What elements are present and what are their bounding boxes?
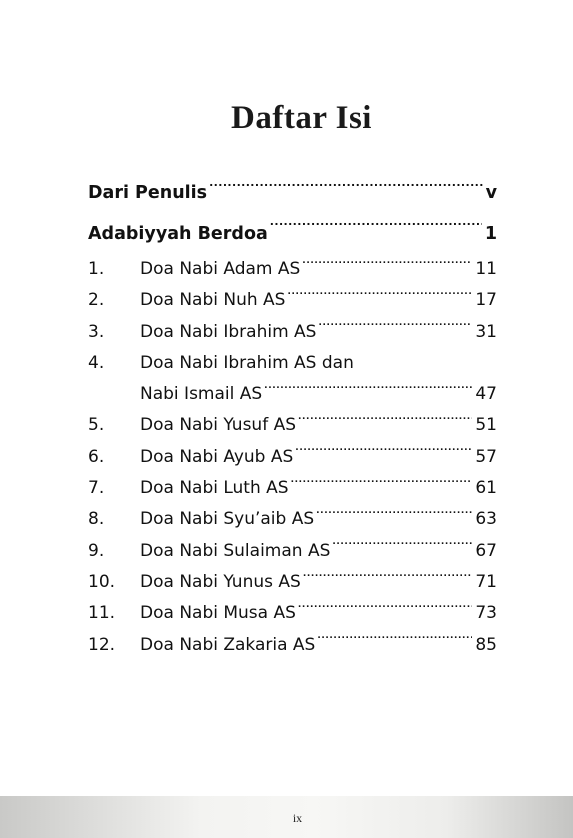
toc-section-label: Dari Penulis — [88, 183, 208, 203]
page-title: Daftar Isi — [231, 100, 372, 136]
dot-leader — [298, 413, 472, 430]
dot-leader — [270, 222, 482, 240]
toc-entry[interactable] — [88, 285, 497, 316]
toc-entry-label: Doa Nabi Sulaiman AS — [140, 540, 331, 561]
toc-entry-number: 4. — [88, 352, 105, 373]
toc-entry-number: 3. — [88, 321, 105, 342]
toc-page-number: v — [485, 183, 497, 203]
toc-entry[interactable] — [88, 317, 497, 348]
toc-entry-label: Doa Nabi Zakaria AS — [140, 634, 316, 655]
dot-leader — [291, 476, 473, 493]
dot-leader — [264, 382, 472, 399]
toc-page-number: 61 — [475, 478, 497, 499]
toc-page-number: 67 — [475, 540, 497, 561]
dot-leader — [302, 257, 472, 274]
toc-entry-number: 1. — [88, 259, 105, 279]
footer-page-number: ix — [292, 811, 303, 825]
toc-entry-label: Doa Nabi Ibrahim AS dan — [140, 352, 354, 373]
toc-section-dari-penulis[interactable] — [88, 175, 497, 211]
toc-entry-number: 2. — [88, 290, 105, 311]
toc-entry-number: 11. — [88, 603, 116, 624]
toc-page-number: 51 — [475, 415, 497, 436]
table-of-contents — [88, 175, 497, 661]
toc-entry[interactable] — [88, 630, 497, 661]
toc-page-number: 1 — [484, 224, 497, 244]
toc-entry-label: Doa Nabi Luth AS — [140, 478, 289, 499]
toc-entry[interactable] — [88, 598, 497, 629]
toc-page-number: 17 — [475, 290, 497, 311]
toc-page-number: 11 — [475, 259, 497, 279]
dot-leader — [317, 633, 472, 650]
toc-entry[interactable] — [88, 410, 497, 441]
toc-page-number: 31 — [475, 321, 497, 342]
toc-entry-label: Nabi Ismail AS — [140, 384, 263, 405]
toc-entry-label: Doa Nabi Syu’aib AS — [140, 509, 315, 530]
toc-entry-number: 8. — [88, 509, 105, 530]
toc-entry-label: Doa Nabi Ibrahim AS — [140, 321, 317, 342]
toc-entry[interactable] — [88, 504, 497, 535]
toc-section-adabiyyah-berdoa[interactable] — [88, 214, 497, 254]
toc-page-number: 85 — [475, 634, 497, 655]
dot-leader — [209, 181, 482, 199]
dot-leader — [332, 539, 472, 556]
dot-leader — [316, 507, 472, 524]
toc-entry-number: 10. — [88, 571, 116, 592]
toc-entry-label: Doa Nabi Adam AS — [140, 259, 301, 279]
toc-entry-number: 7. — [88, 478, 105, 499]
toc-section-label: Adabiyyah Berdoa — [88, 224, 268, 244]
dot-leader — [298, 601, 472, 618]
toc-entry-number: 9. — [88, 540, 105, 561]
toc-page-number: 47 — [475, 384, 497, 405]
toc-entry[interactable] — [88, 473, 497, 504]
toc-page-number: 71 — [475, 571, 497, 592]
toc-entry[interactable] — [88, 348, 497, 379]
toc-entry-number: 5. — [88, 415, 105, 436]
toc-entry[interactable] — [88, 442, 497, 473]
toc-entry[interactable] — [88, 567, 497, 598]
toc-page-number: 57 — [475, 446, 497, 467]
toc-page-number: 73 — [475, 603, 497, 624]
dot-leader — [295, 445, 472, 462]
toc-entry-label: Doa Nabi Ayub AS — [140, 446, 294, 467]
toc-entry-number: 12. — [88, 634, 116, 655]
dot-leader — [287, 288, 472, 305]
toc-entry[interactable] — [88, 536, 497, 567]
toc-entry-label: Doa Nabi Yusuf AS — [140, 415, 297, 436]
dot-leader — [303, 570, 473, 587]
toc-page-number: 63 — [475, 509, 497, 530]
toc-entry-label: Doa Nabi Yunus AS — [140, 571, 301, 592]
toc-entry-label: Doa Nabi Musa AS — [140, 603, 296, 624]
toc-entry[interactable] — [88, 254, 497, 285]
toc-entry-number: 6. — [88, 446, 105, 467]
toc-entry-label: Doa Nabi Nuh AS — [140, 290, 286, 311]
toc-entry-continuation[interactable] — [88, 379, 497, 410]
dot-leader — [318, 320, 472, 337]
